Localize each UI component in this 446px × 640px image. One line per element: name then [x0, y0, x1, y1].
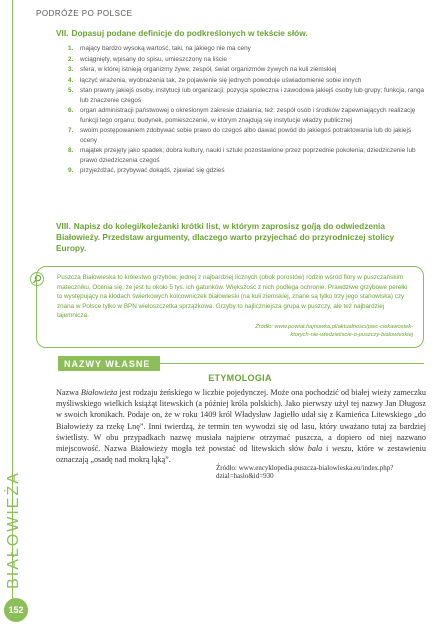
- list-item: [68, 106, 426, 125]
- fact-box-text: Puszcza Białowieska to królestwo grzybów, jednej z najbardziej licznych (obok porostów) rodzin wśród flory w puszczańskim mateczniku. Ocenia się, że jest tu około 5 tys. ich gatunków. Większość z nich podlega ochronie. Prawdziwe grzybowe perełki to występujący na kłodach świerkowych kolcowniczek białowieski (na kuli ziemskiej, znane są tylko trzy jego stanowiska) czy znana w Polsce tylko w BPN wieloszczetka sprzążkowa. Grzyby to najliczniejsza grupa w puszczy, ale też najbardziej tajemnicza.: [57, 274, 408, 320]
- item-text: majątek przejęty jako spadek; dobra kultury, nauki i sztuki pozostawione przez poprzednie pokolenia; dziedziczenie lub prawo dziedziczenia czegoś: [80, 147, 416, 164]
- item-text: organ administracji państwowej o określonym zakresie działania; też: zespół osób i środków zapewniających realizację funkcji tego organu; budynek, pomieszczenie, w którym znajdują się instytucje władzy publicznej: [80, 107, 416, 124]
- task-8-number: VIII.: [56, 221, 71, 231]
- task-7-number: VII.: [56, 28, 69, 38]
- task-7: [56, 28, 426, 177]
- item-number: 9.: [68, 167, 74, 175]
- text-run: jest rodzaju żeńskiego w liczbie pojedynczej. Może ona pochodzić od białej wieży zameczku myśliwskiego wielkich książąt litewskich (a później króla polskich). Jako pierwszy użył tej nazwy Jan Długosz w swoich kronikach. Podaje on, że w roku 1409 król Władysław Jagiełło udał się z Kamieńca Litewskiego „do Białowieży za rzekę Lnę”. Inni twierdzą, że termin ten wywodzi się od lasu, który uważano tutaj za bardziej świetlisty. W obu przypadkach nazwę musiała najpierw otrzymać puszcza, a dopiero od niej nazwano miejscowość. Nazwa Białowieży mogła też powstać od litewskich słów: [56, 388, 427, 454]
- item-text: mający bardzo wysoką wartość, taki, na jakiego nie ma ceny: [80, 45, 251, 52]
- etymology-source: Źródło: www.encyklopedia.puszcza-bialowieska.eu/index.php?dzial=haslo&id=930: [216, 464, 394, 480]
- text-run-italic: weszu: [331, 444, 352, 454]
- item-number: 5.: [68, 87, 74, 95]
- text-run: Nazwa: [56, 388, 81, 397]
- list-item: [68, 166, 426, 175]
- vertical-title: [2, 470, 26, 590]
- list-item: [68, 126, 426, 145]
- item-text: łączyć wrażenia, wyobrażenia tak, że pojawienie się jednych powoduje uświadomienie sobie innych: [80, 76, 362, 84]
- etymology-title: ETYMOLOGIA: [208, 373, 272, 383]
- running-header: PODRÓŻE PO POLSCE: [36, 9, 133, 18]
- text-run: , które w zestawieniu oznaczają „osadę nad mokrą łąką”.: [56, 444, 426, 465]
- section-divider: [160, 363, 424, 364]
- vertical-title-text: BIAŁOWIEŻA: [5, 471, 23, 589]
- task-8-title: [56, 221, 426, 254]
- list-item: [68, 86, 426, 105]
- item-text: swoim postępowaniem zdobywać sobie prawo do czegoś albo dawać powód do jakiegoś potraktowania lub do jakiejś oceny: [80, 127, 412, 144]
- fact-box-source-line: Źródło: www.powiat.hajnowka.pl/aktualnosci/piec-ciekawostek-: [255, 323, 413, 330]
- fact-box-source: [57, 323, 413, 339]
- item-number: 8.: [68, 147, 74, 155]
- item-text: wciągnięty, wpisany do spisu, umieszczony na liście: [80, 55, 227, 63]
- side-rail: [0, 0, 28, 640]
- page-number: 152: [4, 598, 28, 622]
- item-text: sfera, w której istnieją organizmy żywe; zespół, świat organizmów żywych na kuli ziemskiej: [80, 66, 337, 74]
- item-text: przyjeżdżać, przybywać dokądś, zjawiać się gdzieś: [80, 167, 225, 175]
- item-number: 1.: [68, 45, 74, 52]
- task-8: [56, 221, 426, 254]
- fact-box: [36, 266, 424, 348]
- fact-box-source-line: ktorych-nie-wiedzieliscie-o-puszczy-bialowieskiej: [290, 331, 413, 338]
- task-7-title-text: Dopasuj podane definicje do podkreślonych w tekście słów.: [71, 28, 308, 38]
- list-item: [68, 44, 426, 53]
- list-item: [68, 65, 426, 74]
- list-item: [68, 76, 426, 85]
- list-item: [68, 146, 426, 165]
- item-text: stan prawny jakiejś osoby, instytucji lub organizacji; pozycja społeczna i zawodowa jakiejś osoby lub grupy; funkcja, ranga lub znaczenie czegoś: [80, 87, 425, 104]
- item-number: 2.: [68, 55, 74, 63]
- text-run-italic: Białowieża: [80, 388, 118, 397]
- item-number: 4.: [68, 76, 74, 84]
- text-run-italic: bala: [307, 444, 323, 454]
- task-8-title-text: Napisz do kolegi/koleżanki krótki list, w którym zaprosisz go/ją do odwiedzenia Białowieży. Przedstaw argumenty, dlaczego warto przyjechać do przyrodniczej stolicy Europy.: [56, 221, 395, 253]
- definition-list: [56, 44, 426, 176]
- task-7-title: [56, 28, 426, 39]
- section-tag: NAZWY WŁASNE: [58, 356, 160, 371]
- etymology-text: [56, 387, 426, 465]
- text-run: i: [322, 444, 332, 454]
- item-number: 6.: [68, 107, 74, 115]
- item-number: 7.: [68, 127, 74, 135]
- list-item: [68, 55, 426, 64]
- item-number: 3.: [68, 66, 74, 74]
